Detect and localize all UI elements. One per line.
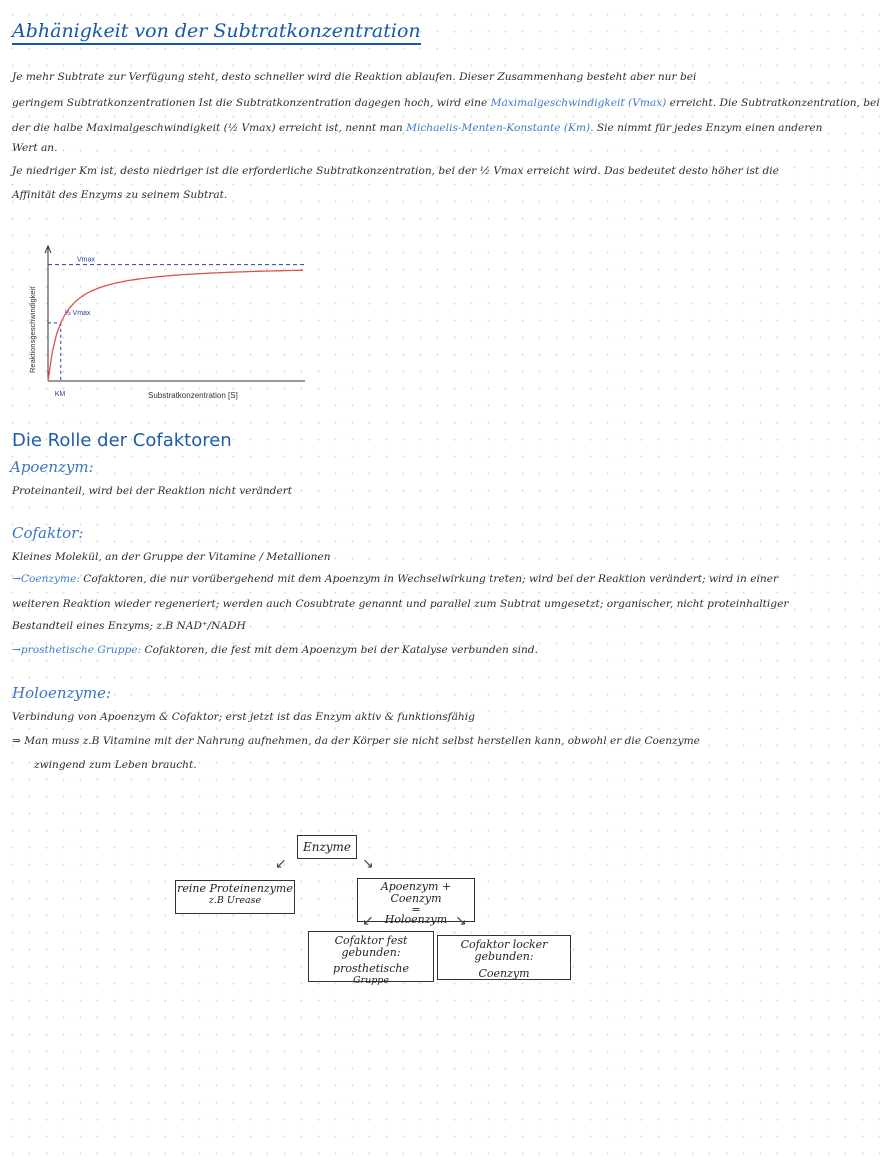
arrow-down-left-icon: ↙	[275, 856, 287, 872]
y-axis-label: Reaktionsgeschwindigkeit	[28, 286, 37, 373]
diagram-root-box	[297, 835, 357, 859]
half-vmax-label: ½ Vmax	[64, 309, 91, 317]
term-prosthetic: prosthetische Gruppe:	[20, 644, 142, 656]
term-km: Michaelis-Menten-Konstante (Km).	[406, 122, 594, 134]
diagram-bottom-right-coenzym: Coenzym	[478, 967, 530, 980]
holoenzyme-line2-text: Man muss z.B Vitamine mit der Nahrung aufnehmen, da der Körper sie nicht selbst herstellen kann, obwohl er die Coenzyme	[24, 735, 700, 747]
para1-line2-end: erreicht. Die Subtratkonzentration, bei	[666, 97, 880, 109]
diagram-bottom-left-line2: prosthetische	[333, 962, 409, 975]
diagram-right-equals: =	[411, 903, 421, 916]
para2-line1: Je niedriger Km ist, desto niedriger ist die erforderliche Subtratkonzentration, bei der ½ Vmax erreicht wird. Das bedeutet desto höher ist die	[12, 165, 779, 177]
michaelis-menten-chart	[20, 238, 320, 408]
coenzyme-line2: weiteren Reaktion wieder regeneriert; werden auch Cosubtrate genannt und parallel zum Subtrat umgesetzt; organischer, nicht proteinhaltiger	[12, 598, 789, 610]
arrow-down-right-icon: ↘	[455, 913, 467, 929]
holoenzyme-line2	[12, 734, 700, 749]
term-vmax: Maximalgeschwindigkeit (Vmax)	[490, 97, 667, 109]
holoenzyme-heading: Holoenzyme:	[12, 684, 112, 702]
coenzyme-text: Cofaktoren, die nur vorübergehend mit dem Apoenzym in Wechselwirkung treten; wird bei der Reaktion verändert; wird in einer	[79, 573, 779, 585]
para1-line2-text: geringem Subtratkonzentrationen Ist die Subtratkonzentration dagegen hoch, wird eine	[12, 97, 491, 109]
reaction-curve	[48, 270, 303, 381]
section-heading-cofaktoren: Die Rolle der Cofaktoren	[12, 430, 232, 451]
apoenzym-text: Proteinanteil, wird bei der Reaktion nicht verändert	[12, 485, 293, 497]
diagram-bottom-left-title: Cofaktor fest gebunden:	[334, 934, 408, 959]
arrow-down-right-icon: ↘	[362, 856, 374, 872]
diagram-bottom-left-line3: Gruppe	[352, 975, 390, 986]
coenzyme-line3: Bestandteil eines Enzyms; z.B NAD⁺/NADH	[12, 620, 246, 632]
holoenzyme-line1: Verbindung von Apoenzym & Cofaktor; erst jetzt ist das Enzym aktiv & funktionsfähig	[12, 711, 475, 723]
page-title: Abhänigkeit von der Subtratkonzentration	[12, 20, 421, 42]
diagram-bottom-left-box	[308, 931, 434, 986]
para1-line3-text: der die halbe Maximalgeschwindigkeit (½ Vmax) erreicht ist, nennt man	[12, 122, 407, 134]
apoenzym-heading: Apoenzym:	[10, 458, 94, 476]
diagram-left-example: z.B Urease	[208, 895, 262, 906]
para2-line2: Affinität des Enzyms zu seinem Subtrat.	[12, 189, 228, 201]
para1-line1: Je mehr Subtrate zur Verfügung steht, desto schneller wird die Reaktion ablaufen. Dieser Zusammenhang besteht aber nur bei	[12, 71, 697, 83]
coenzyme-line1	[12, 572, 778, 587]
diagram-bottom-right-title: Cofaktor locker gebunden:	[460, 938, 548, 963]
para1-line3	[12, 121, 822, 136]
cofaktor-heading: Cofaktor:	[12, 524, 84, 542]
cofaktor-line1: Kleines Molekül, an der Gruppe der Vitamine / Metallionen	[12, 551, 331, 563]
para1-line3-end: Sie nimmt für jedes Enzym einen anderen	[593, 122, 823, 134]
arrow-icon: →	[12, 573, 21, 585]
diagram-left-box	[175, 880, 295, 914]
x-axis-label: Substratkonzentration [S]	[148, 391, 238, 400]
arrow-icon: →	[12, 644, 21, 656]
para1-line2	[12, 96, 880, 111]
double-arrow-icon: ⇒	[12, 735, 21, 747]
diagram-right-holoenzym: Holoenzym	[384, 913, 448, 926]
holoenzyme-line3: zwingend zum Leben braucht.	[34, 759, 197, 771]
km-label: KM	[54, 391, 66, 398]
diagram-left-title: reine Proteinenzyme	[177, 882, 293, 895]
diagram-right-title: Apoenzym + Coenzym	[380, 880, 452, 905]
term-coenzyme: Coenzyme:	[20, 573, 80, 585]
prosthetic-line	[12, 643, 538, 658]
prosthetic-text: Cofaktoren, die fest mit dem Apoenzym bei der Katalyse verbunden sind.	[141, 644, 538, 656]
para1-line4: Wert an.	[12, 142, 58, 154]
diagram-root-label: Enzyme	[302, 840, 352, 854]
arrow-down-left-icon: ↙	[362, 913, 374, 929]
diagram-bottom-right-box	[437, 935, 571, 980]
vmax-label: Vmax	[77, 256, 95, 264]
